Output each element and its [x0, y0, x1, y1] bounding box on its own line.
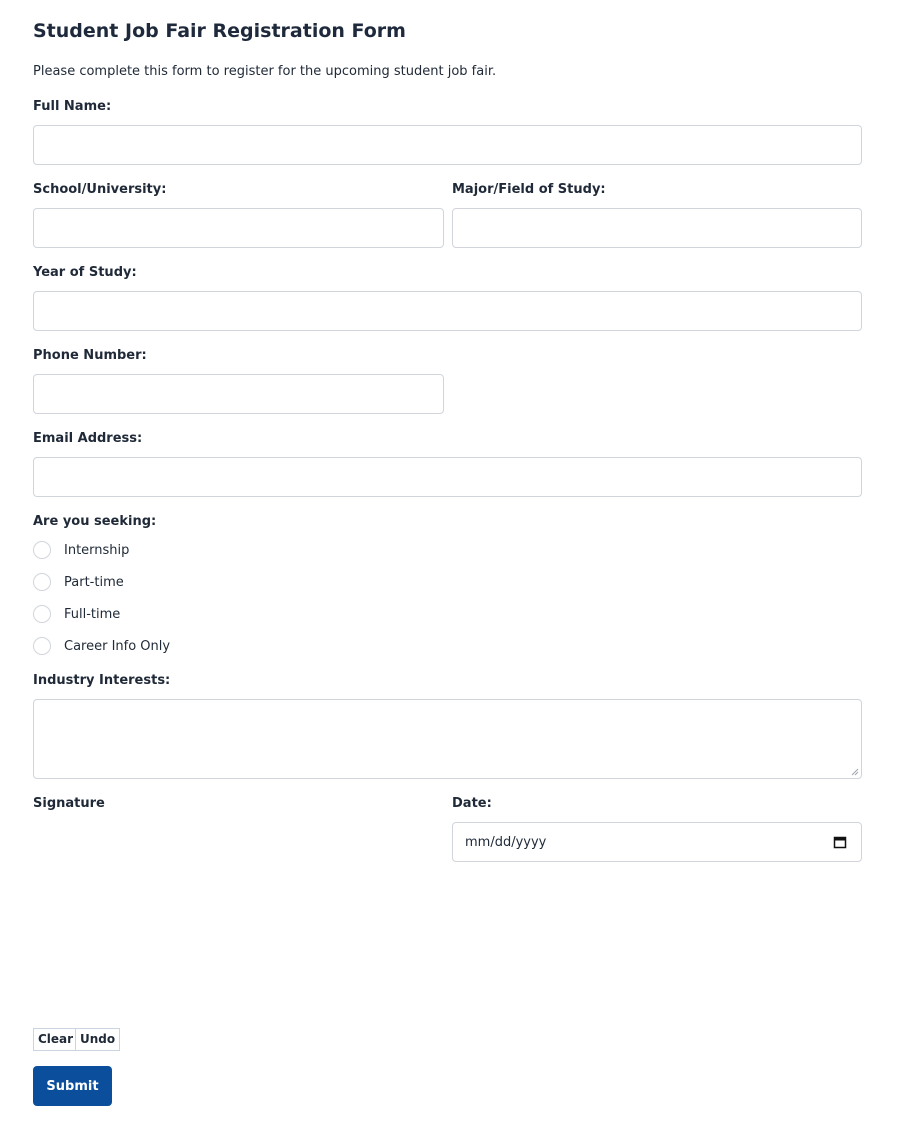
radio-button[interactable]	[33, 637, 51, 655]
major-label: Major/Field of Study:	[452, 182, 606, 197]
radio-label: Part-time	[64, 574, 124, 590]
radio-label: Career Info Only	[64, 638, 171, 654]
seeking-label: Are you seeking:	[33, 514, 157, 529]
resize-handle-icon[interactable]	[851, 768, 859, 776]
radio-option-internship[interactable]	[33, 540, 129, 560]
year-label: Year of Study:	[33, 265, 137, 280]
email-label: Email Address:	[33, 431, 143, 446]
major-input[interactable]	[452, 208, 862, 248]
radio-button[interactable]	[33, 605, 51, 623]
school-label: School/University:	[33, 182, 167, 197]
radio-button[interactable]	[33, 541, 51, 559]
calendar-icon[interactable]	[833, 835, 847, 849]
submit-button[interactable]: Submit	[33, 1066, 112, 1106]
email-input[interactable]	[33, 457, 862, 497]
school-input[interactable]	[33, 208, 444, 248]
date-input[interactable]	[452, 822, 862, 862]
date-placeholder: mm/dd/yyyy	[465, 835, 547, 850]
date-label: Date:	[452, 796, 492, 811]
phone-label: Phone Number:	[33, 348, 147, 363]
page-title: Student Job Fair Registration Form	[33, 20, 406, 42]
year-input[interactable]	[33, 291, 862, 331]
signature-label: Signature	[33, 796, 105, 811]
radio-option-career-info[interactable]	[33, 636, 170, 656]
radio-label: Full-time	[64, 606, 121, 622]
phone-input[interactable]	[33, 374, 444, 414]
full-name-input[interactable]	[33, 125, 862, 165]
radio-label: Internship	[64, 542, 130, 558]
full-name-label: Full Name:	[33, 99, 112, 114]
industry-label: Industry Interests:	[33, 673, 171, 688]
undo-signature-button[interactable]: Undo	[75, 1028, 120, 1051]
clear-signature-button[interactable]: Clear	[33, 1028, 78, 1051]
radio-option-full-time[interactable]	[33, 604, 120, 624]
radio-button[interactable]	[33, 573, 51, 591]
form-intro: Please complete this form to register for the upcoming student job fair.	[33, 64, 497, 79]
industry-interests-textarea[interactable]	[33, 699, 862, 779]
radio-option-part-time[interactable]	[33, 572, 124, 592]
signature-pad[interactable]	[33, 822, 444, 1018]
